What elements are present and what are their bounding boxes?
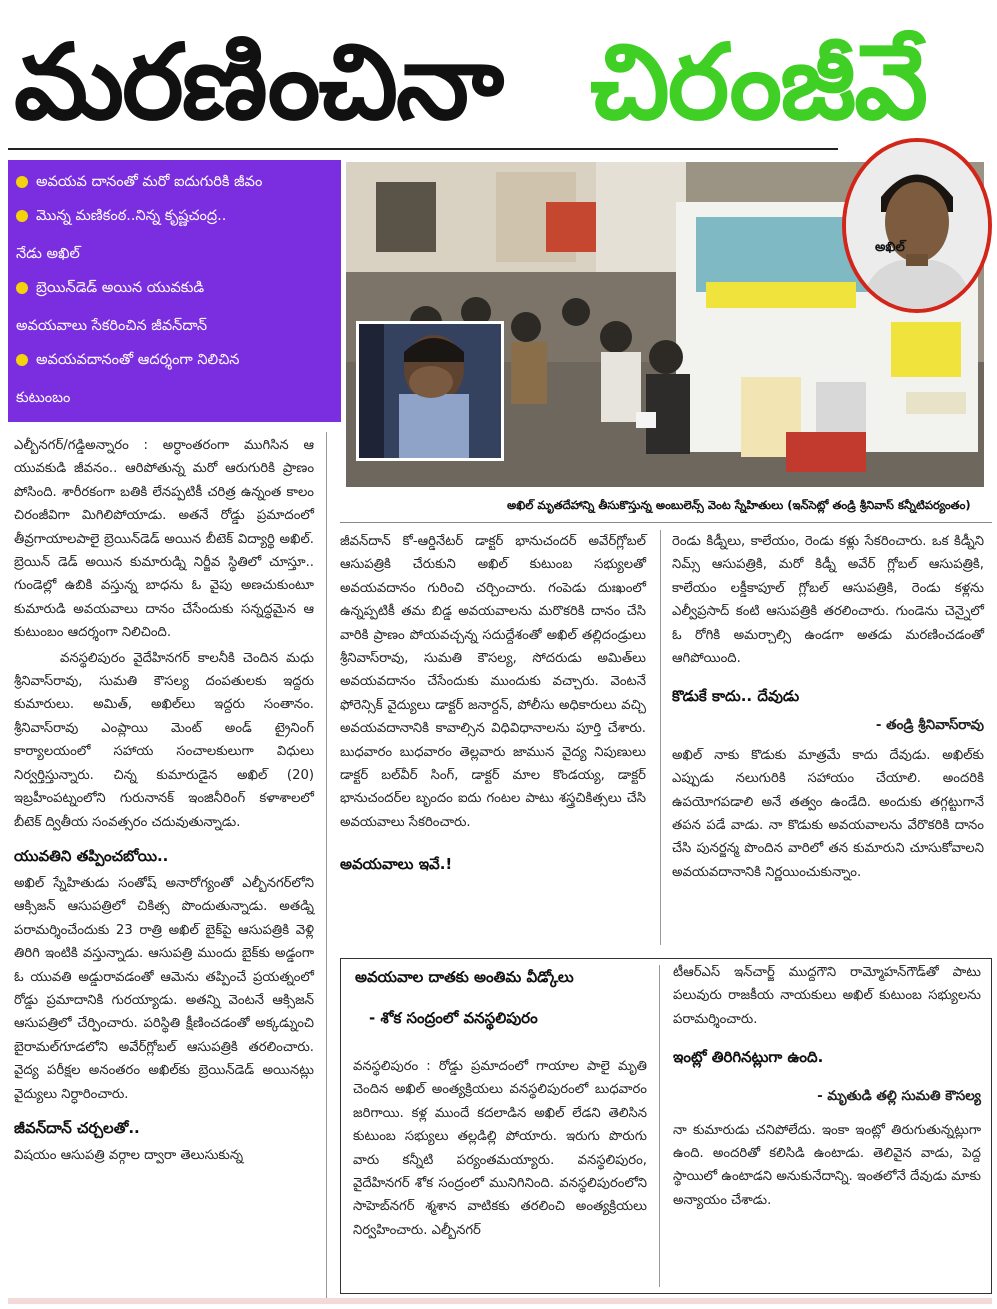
body-paragraph: అఖిల్ స్నేహితుడు సంతోష్ అనారోగ్యంతో ఎల్బీనగర్‌లోని ఆక్సిజన్ ఆసుపత్రిలో చికిత్స పొందుతున్నాడు. అతడ్ని పరామర్శించేందుకు 23 రాత్రి అఖిల్ బైక్‌పై ఆసుపత్రికి వెళ్లి తిరిగి ఇంటికి వస్తున్నాడు. ఆసుపత్రి ముందు బైక్‌కు అడ్డంగా ఓ యువతి అడ్డురావడంతో ఆమెను తప్పించే ప్రయత్నంలో రోడ్డు ప్రమాదానికి గురయ్యాడు. అతన్ని వెంటనే ఆక్సిజన్ ఆసుపత్రిలో చేర్పించారు. పరిస్థితి క్షీణించడంతో అక్కడ్నుంచి బైరామల్‌గూడలోని అవేర్‌గ్లోబల్ ఆసుపత్రికి తరలించారు. వైద్య పరీక్షల అనంతరం అఖిల్‌కు బ్రెయిన్‌డెడ్ అయినట్లు వైద్యులు నిర్ధారించారు. [14, 875, 314, 1102]
body-paragraph: జీవన్‌దాన్ కో-ఆర్డినేటర్ డాక్టర్ భానుచందర్ అవేర్‌గ్లోబల్ ఆసుపత్రికి చేరుకుని అఖిల్ కుటుంబ సభ్యులతో అవయవదానం గురించి చర్చించారు. గంపెడు దుఃఖంలో ఉన్నప్పటికీ తమ బిడ్డ అవయవాలను మరొకరికి దానం చేసి వారికి ప్రాణం పోయవచ్చన్న సదుద్దేశంతో అఖిల్ తల్లిదండ్రులు శ్రీనివాస్‌రావు, సుమతి కౌసల్య, సోదరుడు అమిత్‌లు అవయవదానం చేసేందుకు ముందుకు వచ్చారు. వెంటనే ఫోరెన్సిక్ వైద్యులు డాక్టర్ జనార్దన్, పోలీసు అధికారులు వచ్చి అవయవదానానికి కావాల్సిన విధివిధానాలను పూర్తి చేశారు. బుధవారం బుధవారం తెల్లవారు జామున వైద్య నిపుణులు డాక్టర్ బల్‌వీర్ సింగ్, డాక్టర్ మాల కొండయ్య, డాక్టర్ భానుచందర్‌ల బృందం ఐదు గంటల పాటు శస్త్రచికిత్సలు చేసి అవయవాలు సేకరించారు. [340, 534, 646, 830]
inset-photo-father [356, 321, 504, 461]
highlight-item [14, 346, 335, 412]
highlight-line: అవయవాలు సేకరించిన జీవన్‌దాన్ [16, 318, 208, 334]
column-divider [660, 530, 661, 945]
highlight-line: నేడు అఖిల్ [16, 246, 80, 262]
column-divider [326, 432, 327, 1300]
body-paragraph: వనస్థలిపురం వైదేహినగర్ కాలనీకి చెందిన మధు శ్రీనివాస్‌రావు, సుమతి కౌసల్య దంపతులకు ఇద్దరు కుమారులు. అమిత్, అఖిల్‌లు ఇద్దరు సంతానం. శ్రీనివాస్‌రావు ఎంప్లాయి మెంట్ అండ్ ట్రైనింగ్ కార్యాలయంలో సహాయ సంచాలకులుగా విధులు నిర్వర్తిస్తున్నారు. చిన్న కుమారుడైన అఖిల్ (20) ఇబ్రహీంపట్నంలోని గురునానక్ ఇంజినీరింగ్ కళాశాలలో బీటెక్ ద్వితీయ సంవత్సరం చదువుతున్నాడు. [14, 650, 314, 830]
body-paragraph: ఎల్బీనగర్/గడ్డిఅన్నారం : అర్ధాంతరంగా ముగిసిన ఆ యువకుడి జీవనం.. ఆరిపోతున్న మరో ఆరుగురికి ప్రాణం పోసింది. శారీరకంగా బతికి లేనప్పటికీ చరిత్ర ఉన్నంత కాలం చిరంజీవిగా మిగిలిపోయాడు. అతనే రోడ్డు ప్రమాదంలో తీవ్రగాయాలపాలై బ్రెయిన్‌డెడ్ అయిన బీటెక్ విద్యార్థి అఖిల్. బ్రెయిన్ డెడ్ అయిన కుమారుడ్ని నిర్జీవ స్థితిలో చూస్తూ.. గుండెల్లో ఉబికి వస్తున్న బాధను ఓ వైపు అణచుకుంటూ కుమారుడి అవయవాలు దానం చేసేందుకు సన్నద్ధమైన ఆ కుటుంబం ఆదర్శంగా నిలిచింది. [14, 438, 314, 641]
subheading: ఇంట్లో తిరిగినట్లుగా ఉంది. [673, 1048, 824, 1067]
box-divider [659, 965, 660, 1287]
body-paragraph: విషయం ఆసుపత్రి వర్గాల ద్వారా తెలుసుకున్న [14, 1147, 244, 1163]
bullet-dot-icon [16, 354, 28, 366]
akhil-portrait-image [846, 142, 988, 309]
highlight-line: మొన్న మణికంఠ..నిన్న కృష్ణచంద్ర.. [36, 208, 227, 224]
body-paragraph: రెండు కిడ్నీలు, కాలేయం, రెండు కళ్లు సేకరించారు. ఒక కిడ్నీని నిమ్స్ ఆసుపత్రికి, మరో కిడ్నీ అవేర్ గ్లోబల్ ఆసుపత్రికి, కాలేయం లక్డీకాపూల్ గ్లోబల్ ఆసుపత్రికి, రెండు కళ్లను ఎల్వీప్రసాద్ కంటి ఆసుపత్రికి తరలించారు. గుండెను చెన్నైలో ఓ రోగికి అమర్చాల్సి ఉండగా అతడు మరణించడంతో ఆగిపోయింది. [672, 534, 984, 667]
headline-rule [8, 148, 838, 150]
photo-caption: అఖిల్ మృతదేహాన్ని తీసుకొస్తున్న అంబులెన్స్ వెంట స్నేహితులు (ఇన్‌సెట్లో తండ్రి శ్రీనివాస్ కన్నీటిపర్యంతం) [507, 498, 971, 512]
headline-part2: చిరంజీవే [590, 21, 927, 143]
highlight-line: అవయవదానంతో ఆదర్శంగా నిలిచిన [36, 352, 240, 368]
box-subtitle: - శోక సంద్రంలో వనస్థలిపురం [369, 1009, 538, 1027]
highlight-line: బ్రెయిన్‌డెడ్ అయిన యువకుడి [36, 280, 205, 296]
highlight-line: అవయవ దానంతో మరో ఐదుగురికి జీవం [36, 174, 263, 190]
article-column-1 [14, 434, 314, 1167]
article-column-2 [340, 530, 646, 880]
box-title: అవయవాల దాతకు అంతిమ వీడ్కోలు [355, 968, 574, 986]
highlight-item [14, 274, 335, 340]
portrait-label: అఖిల్ [875, 240, 905, 255]
portrait-akhil [842, 138, 992, 313]
subheading: కొడుకే కాదు.. దేవుడు [672, 687, 800, 706]
highlight-item [14, 168, 335, 196]
article-column-3 [672, 530, 984, 884]
highlights-box [8, 160, 341, 422]
byline: - తండ్రి శ్రీనివాస్‌రావు [875, 717, 984, 734]
headline-part1: మరణించినా [14, 21, 503, 143]
subheading: అవయవాలు ఇవే.! [340, 855, 453, 874]
caption-rule [340, 522, 992, 523]
body-paragraph: అఖిల్ నాకు కొడుకు మాత్రమే కాదు దేవుడు. అఖిల్‌కు ఎప్పుడు నలుగురికి సహాయం చేయాలి. అందరికి ఉపయోగపడాలి అనే తత్వం ఉండేది. అందుకు తగ్గట్టుగానే తపన పడే వాడు. నా కొడుకు అవయవాలను వేరొకరికి దానం చేసి పునర్జన్మ పొందిన వారిలో తన కుమారుని చూసుకోవాలని అవయవదానానికి నిర్ణయించుకున్నాం. [672, 747, 984, 880]
byline: - మృతుడి తల్లి సుమతి కౌసల్య [817, 1088, 981, 1105]
body-paragraph: టీఆర్ఎస్ ఇన్‌చార్జ్ ముద్దగౌని రామ్మోహన్‌గౌడ్‌తో పాటు పలువురు రాజకీయ నాయకులు అఖిల్ కుటుంబ సభ్యులను పరామర్శించారు. [673, 965, 981, 1027]
bullet-dot-icon [16, 282, 28, 294]
bottom-bar [8, 1298, 992, 1304]
highlight-item [14, 202, 335, 268]
subheading: జీవన్‌దాన్ చర్చలతో.. [14, 1118, 140, 1137]
body-paragraph: వనస్థలిపురం : రోడ్డు ప్రమాదంలో గాయాల పాలై మృతి చెందిన అఖిల్ అంత్యక్రియలు వనస్థలిపురంలో బుధవారం జరిగాయి. కళ్ల ముందే కదలాడిన అఖిల్ లేడని తెలిసిన కుటుంబ సభ్యులు తల్లడిల్లి పోయారు. ఇరుగు పొరుగు వారు కన్నీటి పర్యంతమయ్యారు. వనస్థలిపురం, వైదేహినగర్ శోక సంద్రంలో మునిగినింది. వనస్థలిపురంలోని సాహెబ్‌నగర్ శ్మశాన వాటికకు తరలించి అంత్యక్రియలు నిర్వహించారు. ఎల్బీనగర్ [353, 1059, 647, 1238]
body-paragraph: నా కుమారుడు చనిపోలేదు. ఇంకా ఇంట్లో తిరుగుతున్నట్లుగా ఉంది. అందరితో కలిసిడి ఉంటాడు. తెలివైన వాడు, పెద్ద స్థాయిలో ఉంటాడని అనుకునేదాన్ని. ఇంతలోనే దేవుడు మాకు అన్యాయం చేశాడు. [673, 1122, 981, 1208]
father-inset-image [359, 324, 501, 458]
box-column-1 [353, 1055, 647, 1242]
boxed-story [340, 958, 992, 1294]
box-column-2 [673, 961, 981, 1212]
highlight-line: కుటుంబం [16, 390, 71, 406]
bullet-dot-icon [16, 210, 28, 222]
bullet-dot-icon [16, 176, 28, 188]
subheading: యువతిని తప్పించబోయి.. [14, 846, 169, 865]
